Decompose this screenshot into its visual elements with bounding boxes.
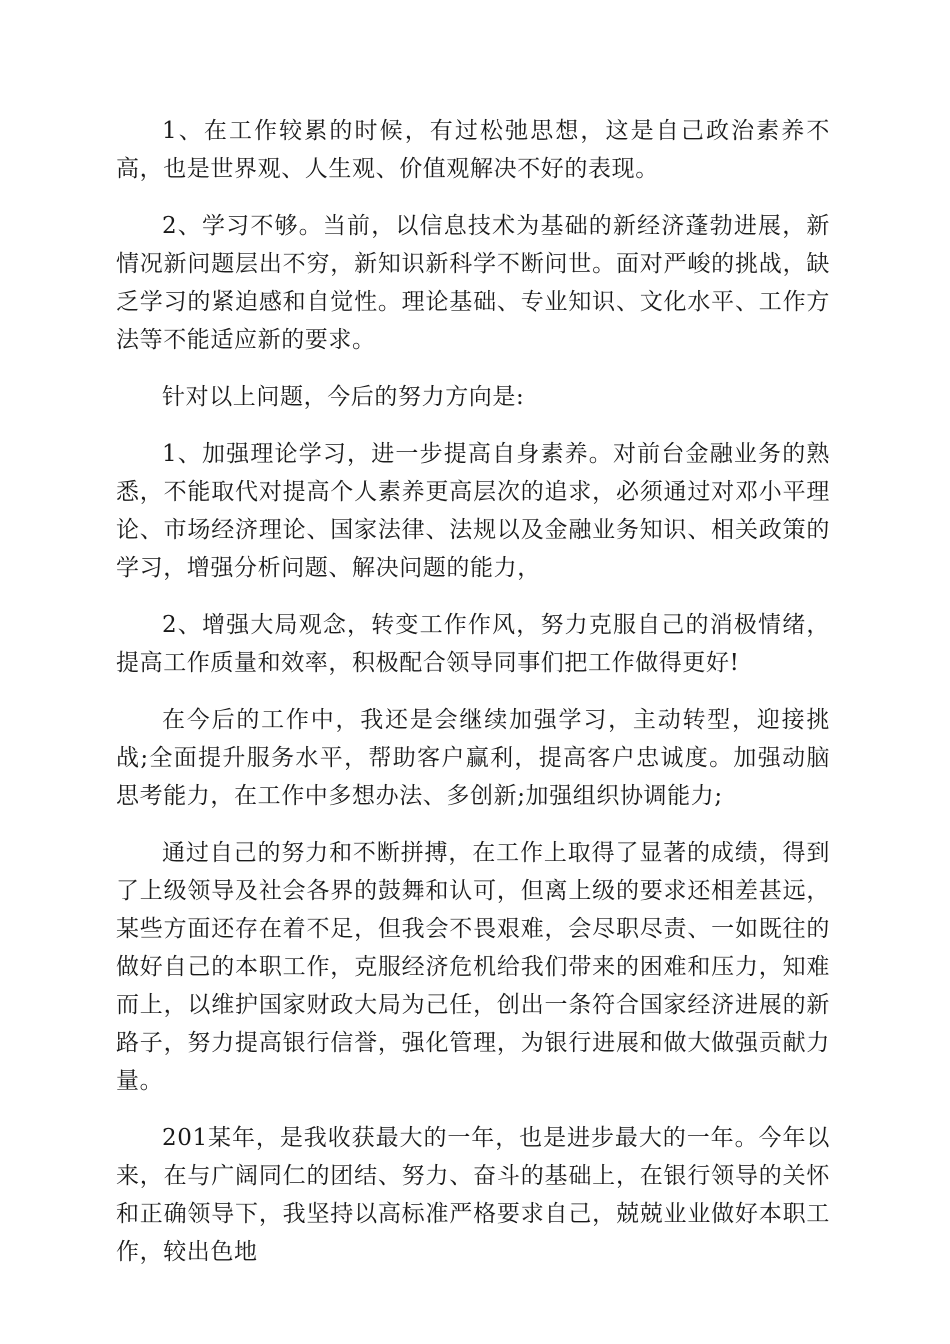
paragraph-improvement-theory-study: 1、加强理论学习，进一步提高自身素养。对前台金融业务的熟悉，不能取代对提高个人素养更高层次的追求，必须通过对邓小平理论、市场经济理论、国家法律、法规以及金融业务知识、相关政策的学习，增强分析问题、解决问题的能力， xyxy=(116,441,830,581)
document-body xyxy=(116,112,830,1290)
paragraph-achievements: 通过自己的努力和不断拼搏，在工作上取得了显著的成绩，得到了上级领导及社会各界的鼓舞和认可，但离上级的要求还相差甚远，某些方面还存在着不足，但我会不畏艰难，会尽职尽责、一如既往的做好自己的本职工作，克服经济危机给我们带来的困难和压力，知难而上，以维护国家财政大局为己任，创出一条符合国家经济进展的新路子，努力提高银行信誉，强化管理，为银行进展和做大做强贡献力量。 xyxy=(116,840,830,1094)
paragraph-improvement-overall-view: 2、增强大局观念，转变工作作风，努力克服自己的消极情绪，提高工作质量和效率，积极配合领导同事们把工作做得更好! xyxy=(116,612,830,676)
paragraph-weakness-insufficient-study: 2、学习不够。当前，以信息技术为基础的新经济蓬勃进展，新情况新问题层出不穷，新知识新科学不断问世。面对严峻的挑战，缺乏学习的紧迫感和自觉性。理论基础、专业知识、文化水平、工作方法等不能适应新的要求。 xyxy=(116,213,830,353)
paragraph-future-work: 在今后的工作中，我还是会继续加强学习，主动转型，迎接挑战;全面提升服务水平，帮助客户赢利，提高客户忠诚度。加强动脑思考能力，在工作中多想办法、多创新;加强组织协调能力; xyxy=(116,707,830,809)
paragraph-year-summary: 201某年，是我收获最大的一年，也是进步最大的一年。今年以来，在与广阔同仁的团结、努力、奋斗的基础上，在银行领导的关怀和正确领导下，我坚持以高标准严格要求自己，兢兢业业做好本职工作，较出色地 xyxy=(116,1125,830,1265)
paragraph-weakness-relaxed-thinking: 1、在工作较累的时候，有过松弛思想，这是自己政治素养不高，也是世界观、人生观、价值观解决不好的表现。 xyxy=(116,118,830,182)
paragraph-improvement-intro: 针对以上问题，今后的努力方向是: xyxy=(162,384,525,410)
